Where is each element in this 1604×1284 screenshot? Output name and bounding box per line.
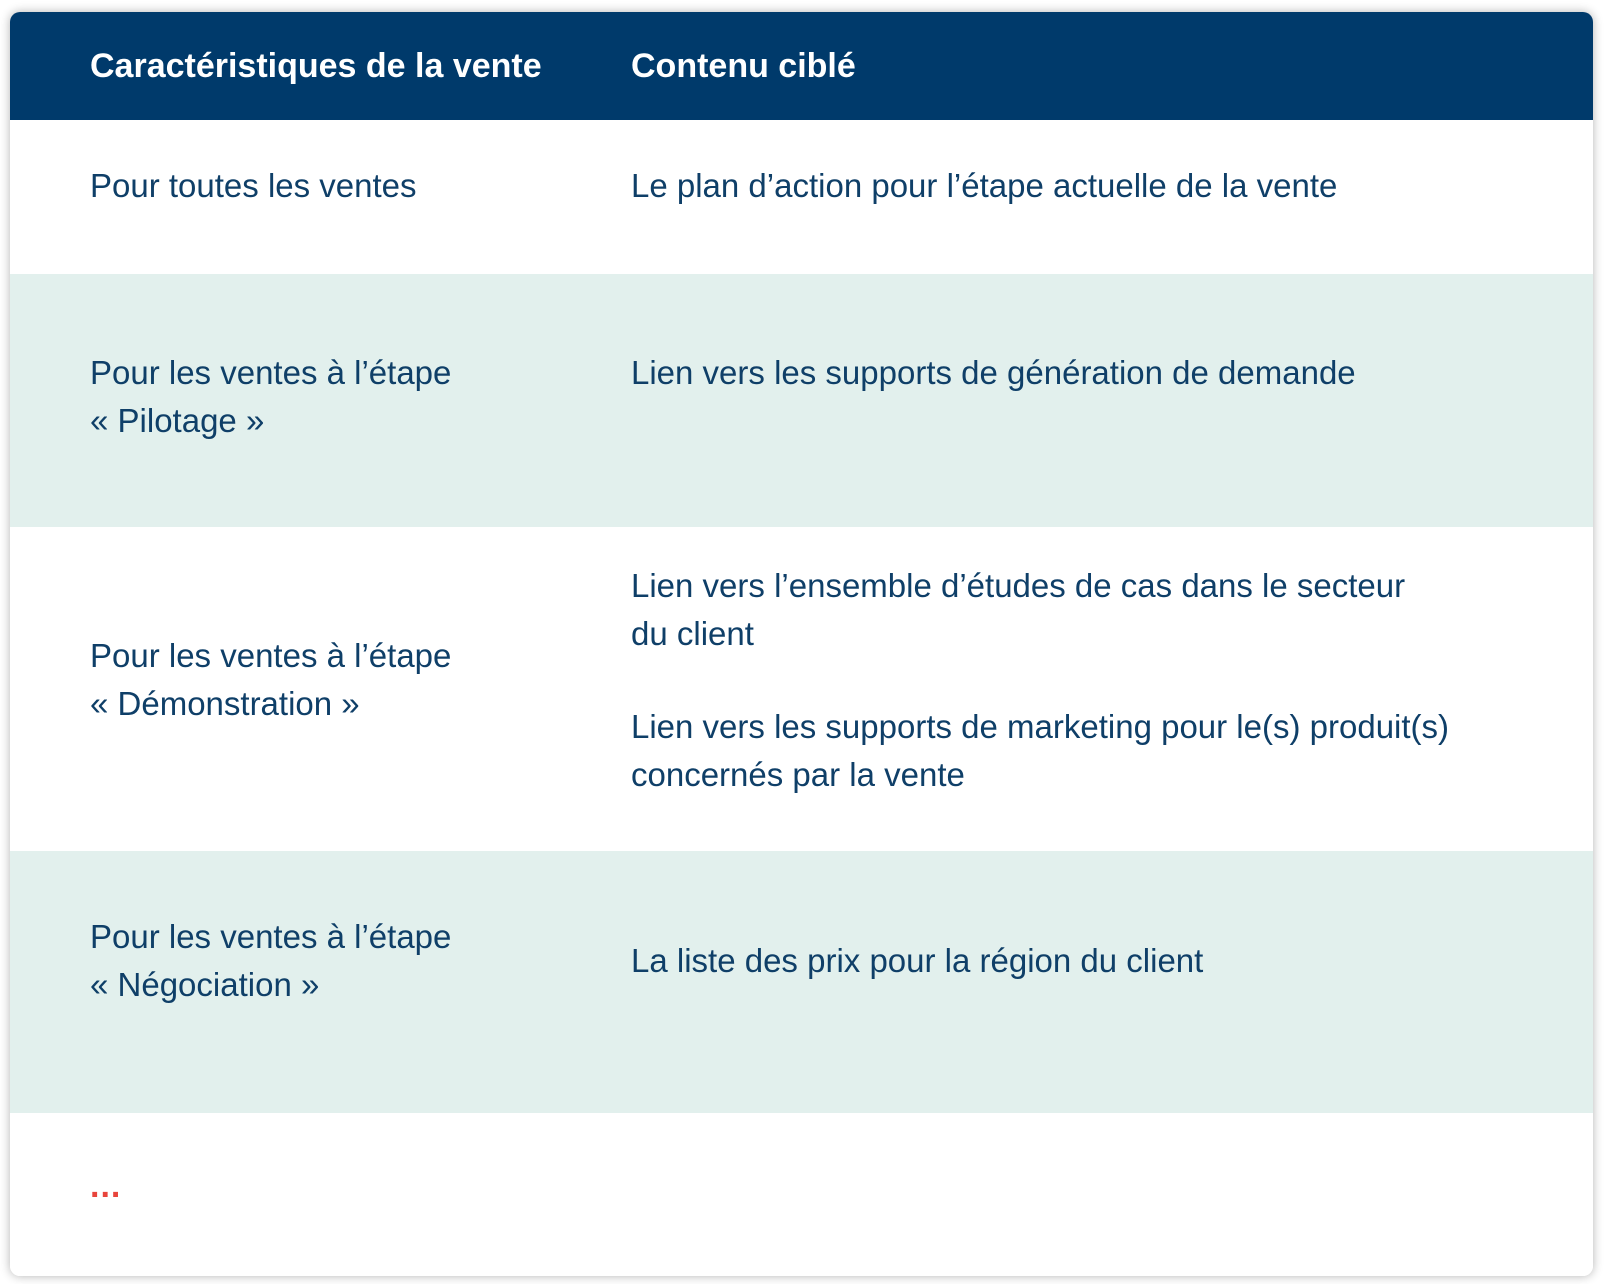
content-line: Le plan d’action pour l’étape actuelle de la vente: [631, 167, 1338, 204]
content-line: Lien vers l’ensemble d’études de cas dans le secteur: [631, 567, 1406, 604]
table-row: [10, 120, 1593, 274]
header-targeted-content: Contenu ciblé: [631, 47, 856, 85]
row-characteristic: [90, 162, 417, 210]
header-sale-characteristics: Caractéristiques de la vente: [90, 47, 542, 85]
characteristic-line: Pour les ventes à l’étape: [90, 918, 452, 955]
characteristic-line: « Pilotage »: [90, 402, 265, 439]
content-line: La liste des prix pour la région du client: [631, 942, 1204, 979]
characteristic-line: Pour les ventes à l’étape: [90, 354, 452, 391]
content-line: concernés par la vente: [631, 756, 965, 793]
content-line: Lien vers les supports de marketing pour le(s) produit(s): [631, 708, 1450, 745]
row-content: [631, 937, 1203, 985]
characteristic-line: Pour les ventes à l’étape: [90, 637, 452, 674]
content-table: [10, 12, 1593, 1276]
characteristic-line: « Démonstration »: [90, 685, 360, 722]
row-characteristic: [90, 349, 451, 445]
row-characteristic: [90, 632, 451, 728]
row-content: [631, 162, 1337, 210]
table-row-more: [10, 1113, 1593, 1276]
table-header: [10, 12, 1593, 120]
table-row: [10, 527, 1593, 851]
content-line: du client: [631, 615, 754, 652]
row-characteristic: [90, 913, 451, 1009]
content-line: Lien vers les supports de génération de demande: [631, 354, 1356, 391]
more-rows-ellipsis: ...: [90, 1167, 122, 1205]
row-content: [631, 562, 1405, 658]
row-content: [631, 349, 1356, 397]
characteristic-line: « Négociation »: [90, 966, 320, 1003]
characteristic-line: Pour toutes les ventes: [90, 167, 417, 204]
table-row: [10, 274, 1593, 527]
table-row: [10, 851, 1593, 1113]
row-content: [631, 703, 1449, 799]
